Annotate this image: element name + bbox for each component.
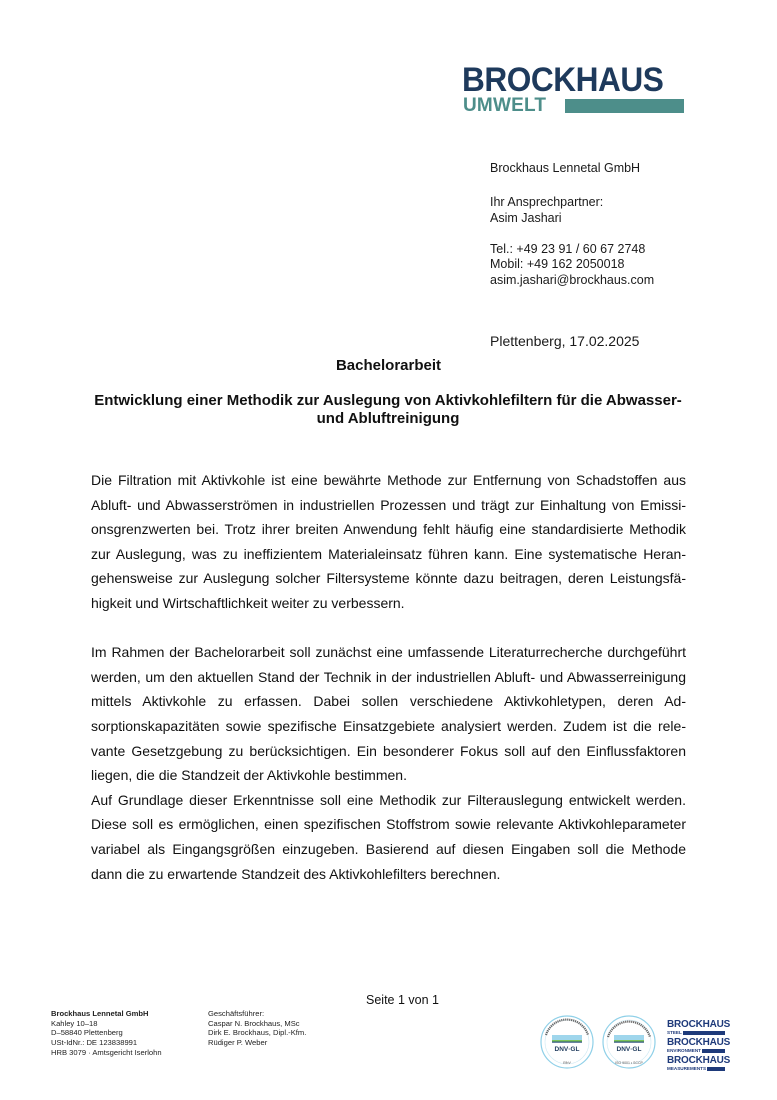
brockhaus-environment-logo: BROCKHAUS ENVIRONMENT <box>667 1036 731 1053</box>
contact-mobile: Mobil: +49 162 2050018 <box>490 257 625 271</box>
manager-name: Caspar N. Brockhaus, MSc <box>208 1018 300 1028</box>
body-paragraph-1: Die Filtration mit Aktivkohle ist eine bewährte Methode zur Entfernung von Schadstoffen aus Abluft- und Abwasserströmen in industriellen Prozessen und trägt zur Einhaltung von Emissionsgrenzwerten bei. Trotz ihrer breiten Anwendung fehlt häufig eine standardisierte Methodik zur Auslegung, was zu ineffizientem Materialeinsatz führen kann. Eine systematische Herangehensweise zur Auslegung solcher Filtersysteme könnte dazu beitragen, deren Leistungsfähigkeit und Wirtschaftlichkeit weiter zu verbessern. <box>91 472 686 611</box>
logo-subline: UMWELT <box>463 95 547 116</box>
body-paragraph-3: Auf Grundlage dieser Erkenntnisse soll eine Methodik zur Filterauslegung entwickelt werden. Diese soll es ermöglichen, einen spezifischen Stoffstrom sowie relevante Aktivkohleparameter variabel als Eingangsgrößen einzugeben. Basierend auf diesen Eingaben soll die Methode dann die zu erwartende Standzeit des Aktivkohlefilters berechnen. <box>91 791 686 882</box>
footer-register: HRB 3079 · Amtsgericht Iserlohn <box>51 1047 162 1057</box>
page-number: Seite 1 von 1 <box>366 993 439 1007</box>
manager-name: Rüdiger P. Weber <box>208 1038 268 1048</box>
body-paragraph-2: Im Rahmen der Bachelorarbeit soll zunächst eine umfassende Literaturrecherche durchgeführt werden, um den aktuellen Stand der Technik in der industriellen Abluft- und Abwasserreinigung mittels Aktivkohle zu erfassen. Dabei sollen verschiedene Aktivkohletypen, deren Adsorptionskapazitäten sowie spezifische Einsatzgebiete analysiert werden. Zudem ist die relevante Gesetzgebung zu berücksichtigen. Ein besonderer Fokus soll auf den Einflussfaktoren liegen, die die Standzeit der Aktivkohle bestimmen. <box>91 644 686 784</box>
dnv-gl-iso-seal-icon <box>600 1013 658 1071</box>
dnv-gl-efbv-seal-icon <box>538 1013 596 1071</box>
contact-email: asim.jashari@brockhaus.com <box>490 272 655 287</box>
contact-block <box>490 161 654 288</box>
brockhaus-measurements-logo: BROCKHAUS MEASUREMENTS <box>667 1054 731 1071</box>
svg-text:ISO 9001 • SCCP: ISO 9001 • SCCP <box>615 1061 643 1065</box>
footer-city: D–58840 Plettenberg <box>51 1028 123 1038</box>
footer-company-info <box>51 1009 162 1058</box>
document-body <box>91 468 686 886</box>
sender-company: Brockhaus Lennetal GmbH <box>490 161 641 175</box>
place-date: Plettenberg, 17.02.2025 <box>490 333 640 349</box>
brockhaus-umwelt-logo <box>462 61 684 116</box>
document-title: Entwicklung einer Methodik zur Auslegung von Aktivkohlefiltern für die Abwasser- und Abluftreinigung <box>94 392 682 427</box>
footer-street: Kahley 10–18 <box>51 1018 98 1028</box>
svg-text:DNV·GL: DNV·GL <box>616 1046 642 1053</box>
manager-name: Dirk E. Brockhaus, Dipl.-Kfm. <box>208 1028 307 1038</box>
brockhaus-steel-logo: BROCKHAUS STEEL <box>667 1018 731 1035</box>
contact-label: Ihr Ansprechpartner: <box>490 195 604 209</box>
logo-accent-bar <box>565 99 684 113</box>
footer-management <box>208 1009 306 1048</box>
svg-text:DNV·GL: DNV·GL <box>554 1046 580 1053</box>
document-type-heading: Bachelorarbeit <box>335 357 442 374</box>
contact-phone: Tel.: +49 23 91 / 60 67 2748 <box>490 241 646 256</box>
footer-vat-id: USt-IdNr.: DE 123838991 <box>51 1038 138 1048</box>
management-label: Geschäftsführer: <box>208 1009 265 1018</box>
svg-text:EfbV: EfbV <box>563 1061 571 1065</box>
footer-company-name: Brockhaus Lennetal GmbH <box>51 1009 149 1018</box>
contact-name: Asim Jashari <box>490 210 562 225</box>
logo-wordmark: BROCKHAUS <box>462 61 664 99</box>
